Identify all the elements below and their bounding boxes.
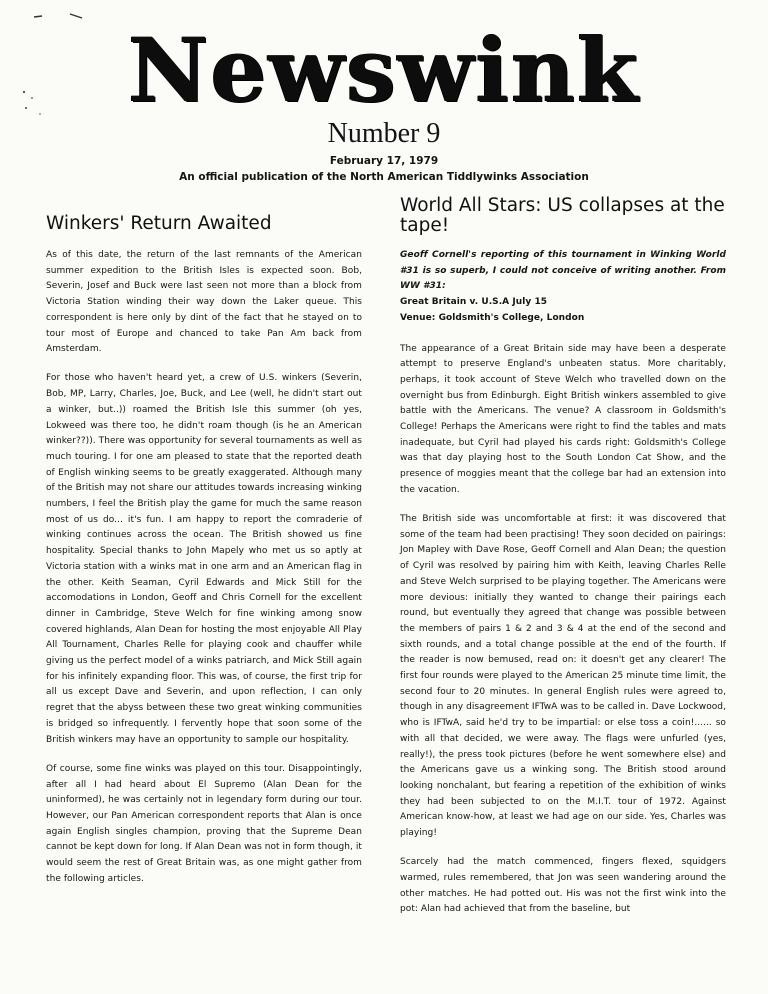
left-paragraph-3: Of course, some fine winks was played on this tour. Disappointingly, after all I had heard about El Supremo (Alan Dean for the uninformed), he was certainly not in legendary form during our tour. However, our Pan American correspondent reports that Alan is once again English singles champion, proving that the Supreme Dean cannot be kept down for long. If Alan Dean was not in form though, it would seem the rest of Great Britain was, as one might gather from the following articles. <box>46 763 362 884</box>
left-headline: Winkers' Return Awaited <box>46 213 272 234</box>
issue-date: February 17, 1979 <box>329 155 439 167</box>
match-line: Great Britain v. U.S.A July 15 <box>400 297 548 308</box>
spacer <box>400 327 726 342</box>
left-paragraph-1: As of this date, the return of the last remnants of the American summer expedition to the British Isles is expected soon. Bob, Severin, Josef and Buck were last seen not more than a block from Victoria Station winding their way down the Laker queue. This correspondent is here only by dint of the fact that he stayed on to tour most of Europe and chanced to take Pan Am back from Amsterdam. <box>46 250 362 355</box>
publication-line: An official publication of the North American Tiddlywinks Association <box>179 171 589 183</box>
right-headline: World All Stars: US collapses at the tape! <box>400 195 725 236</box>
right-column <box>400 196 726 932</box>
venue-line: Venue: Goldsmith's College, London <box>400 312 585 323</box>
right-intro: Geoff Cornell's reporting of this tournament in Winking World #31 is so superb, I could not conceive of writing another. From WW #31: <box>400 250 726 292</box>
left-paragraph-2: For those who haven't heard yet, a crew of U.S. winkers (Severin, Bob, MP, Larry, Charles, Joe, Buck, and Lee (well, he didn't start out a winker, but..)) roamed the British Isle this summer (oh yes, Lokweed was there too, he didn't roam though (is he an American winker??)). There was opportunity for several tournaments as well as much touring. I for one am pleased to state that the reported death of English winking seems to be greatly exaggerated. Although many of the British may not share our attitudes towards increasing winking numbers, I feel the British play the game for much the same reason most of us do... it's fun. I am happy to report the comraderie of winking continues across the ocean. The British showed us fine hospitality. Special thanks to John Mapely who met us so aptly at Victoria station with a winks mat in one arm and an American flag in the other. Keith Seaman, Cyril Edwards and Mick Still for the accomodations in London, Geoff and Chris Cornell for the excellent dinner in Cambridge, Steve Welch for fine winking among snow covered highlands, Alan Dean for hosting the most enjoyable All Play All Tournament, Charles Relle for playing cook and chauffer while giving us the perfect model of a winks patriarch, and Mick Still again for his infinitely expanding floor. This was, of course, the first trip for all us except Dave and Severin, and upon reflection, I can only regret that the abyss between these two great winking communities is bridged so infrequently. I fervently hope that soon some of the British winkers may have an opportunity to sample our hospitality. <box>46 373 362 745</box>
right-paragraph-3: Scarcely had the match commenced, fingers flexed, squidgers warmed, rules remembered, that Jon was seen wandering around the other matches. He had potted out. His was not the first wink into the pot: Alan had achieved that from the baseline, but <box>400 857 726 915</box>
right-paragraph-1: The appearance of a Great Britain side may have been a desperate attempt to preserve England's unbeaten status. More charitably, perhaps, it took account of Steve Welch who travelled down on the overnight bus from Edinburgh. Eight British winkers assembled to give battle with the Americans. The venue? A classroom in Goldsmith's College! Perhaps the Americans were right to find the tables and mats inadequate, but Cyril had played his cards right: Goldsmith's College was that day playing host to the South London Cat Show, and the presence of moggies meant that the college bar had an extension into the vacation. <box>400 343 726 495</box>
right-paragraph-2: The British side was uncomfortable at first: it was discovered that some of the team had been practising! They soon decided on pairings: Jon Mapley with Dave Rose, Geoff Cornell and Alan Dean; the question of Cyril was resolved by pairing him with Keith, leaving Charles Relle and Steve Welch surprised to be playing together. The Americans were more devious: initially they wanted to change their pairings each round, but eventually they agreed that change was possible between the members of pairs 1 & 2 and 3 & 4 at the end of the second and sixth rounds, and a total change possible at the end of the fourth. If the reader is now bemused, read on: it doesn't get any clearer! The first four rounds were played to the American 25 minute time limit, the second four to 20 minutes. In general English rules were agreed to, though in any disagreement IFTwA was to be called in. Dave Lockwood, who is IFTwA, said he'd try to be impartial: or else toss a coin!...... so with all that decided, we were away. The flags were unfurled (yes, really!), the press took pictures (before he went somewhere else) and the Americans gave us a winking song. The British stood around looking nonchalant, but fearing a repetition of the exhibition of winks they had been subjected to on the M.I.T. tour of 1972. Against American know-how, at least we had age on our side. Yes, Charles was playing! <box>400 514 726 839</box>
left-column <box>46 196 362 901</box>
scan-mark-left <box>18 84 54 124</box>
issue-number: Number 9 <box>327 118 441 149</box>
scan-mark-top <box>30 8 90 22</box>
masthead-title: Newswink <box>128 18 640 122</box>
